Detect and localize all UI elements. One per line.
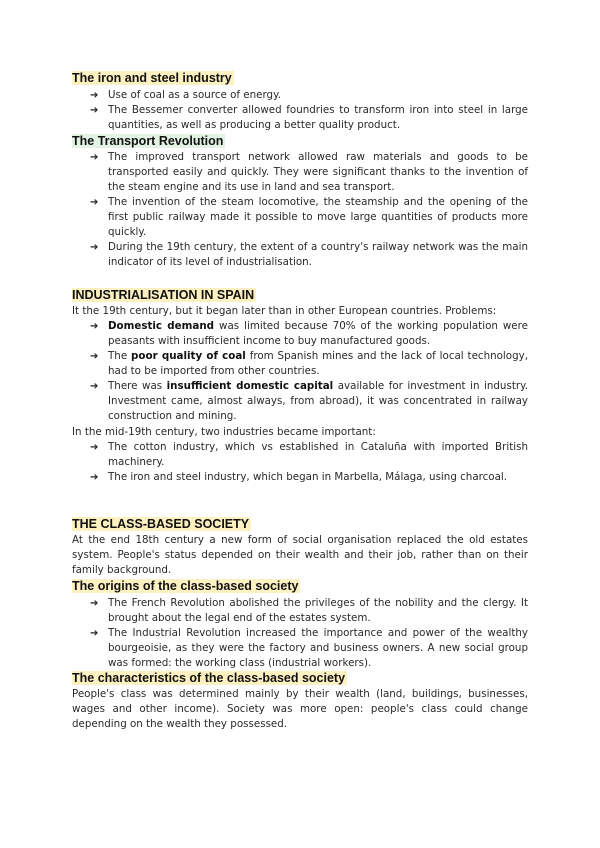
arrow-bullet-icon: ➔ [90,442,99,453]
arrow-bullet-icon: ➔ [90,628,99,639]
emphasis: Domestic demand [108,320,215,332]
iron-steel-list [90,88,528,133]
arrow-bullet-icon: ➔ [90,598,99,609]
arrow-bullet-icon: ➔ [90,381,99,392]
list-item-text: The Industrial Revolution increased the importance and power of the wealthy bourgeoisie, as they were the factory and business owners. A new social group was formed: the working class (industrial workers). [108,627,528,669]
characteristics-text: People's class was determined mainly by their wealth (land, buildings, businesses, wages and other income). Society was more open: people's class could change depending on the wealth they possessed. [72,688,528,730]
list-item-text: The [108,350,132,362]
list-item [90,596,528,626]
heading-class-society [72,516,251,532]
heading-origins-text: The origins of the class-based society [72,579,299,593]
heading-class-society-text: THE CLASS-BASED SOCIETY [72,517,250,531]
list-item [90,349,528,379]
transport-list [90,150,528,270]
heading-spain [72,287,256,303]
list-item-text: available for investment in industry. Investment came, almost always, from abroad), it was concentrated in railway construction and mining. [108,380,528,422]
list-item-text: The invention of the steam locomotive, the steamship and the opening of the first public railway made it possible to move large quantities of products more quickly. [108,196,528,238]
arrow-bullet-icon: ➔ [90,321,99,332]
heading-origins [72,578,300,594]
heading-iron-steel [72,70,234,86]
spain-problems-list [90,319,528,424]
list-item [90,150,528,195]
emphasis: insufficient domestic capital [166,380,334,392]
arrow-bullet-icon: ➔ [90,242,99,253]
list-item-text: The cotton industry, which vs established in Cataluña with imported British machinery. [108,441,528,468]
list-item-text: There was [108,380,167,392]
spain-mid: In the mid-19th century, two industries became important: [72,426,376,438]
list-item-text: The Bessemer converter allowed foundries to transform iron into steel in large quantities, as well as producing a better quality product. [108,104,528,131]
list-item-text: was limited because 70% of the working population were peasants with insufficient income to buy manufactured goods. [108,320,528,347]
emphasis: poor quality of coal [131,350,246,362]
list-item-text: The iron and steel industry, which began in Marbella, Málaga, using charcoal. [108,471,508,483]
heading-transport [72,133,225,149]
list-item [90,240,528,270]
list-item-text: from Spanish mines and the lack of local technology, had to be imported from other countries. [108,350,528,377]
heading-characteristics-text: The characteristics of the class-based society [72,671,346,685]
arrow-bullet-icon: ➔ [90,90,99,101]
list-item [90,470,528,485]
list-item [90,103,528,133]
list-item-text: Use of coal as a source of energy. [108,89,281,101]
heading-transport-text: The Transport Revolution [72,134,224,148]
origins-list [90,596,528,671]
list-item [90,88,528,103]
list-item [90,319,528,349]
arrow-bullet-icon: ➔ [90,197,99,208]
list-item-text: The French Revolution abolished the privileges of the nobility and the clergy. It brought about the legal end of the estates system. [108,597,528,624]
arrow-bullet-icon: ➔ [90,105,99,116]
list-item-text: The improved transport network allowed raw materials and goods to be transported easily and quickly. They were significant thanks to the invention of the steam engine and its use in land and sea transport. [108,151,528,193]
heading-spain-text: INDUSTRIALISATION IN SPAIN [72,288,255,302]
heading-iron-steel-text: The iron and steel industry [72,71,232,85]
list-item [90,195,528,240]
list-item [90,626,528,671]
class-intro: At the end 18th century a new form of social organisation replaced the old estates system. People's status depended on their wealth and their job, rather than on their family background. [72,534,528,576]
list-item [90,440,528,470]
arrow-bullet-icon: ➔ [90,152,99,163]
spain-intro: It the 19th century, but it began later than in other European countries. Problems: [72,305,497,317]
arrow-bullet-icon: ➔ [90,351,99,362]
arrow-bullet-icon: ➔ [90,472,99,483]
list-item-text: During the 19th century, the extent of a country's railway network was the main indicator of its level of industrialisation. [108,241,528,268]
list-item [90,379,528,424]
heading-characteristics [72,670,347,686]
spain-industries-list [90,440,528,485]
